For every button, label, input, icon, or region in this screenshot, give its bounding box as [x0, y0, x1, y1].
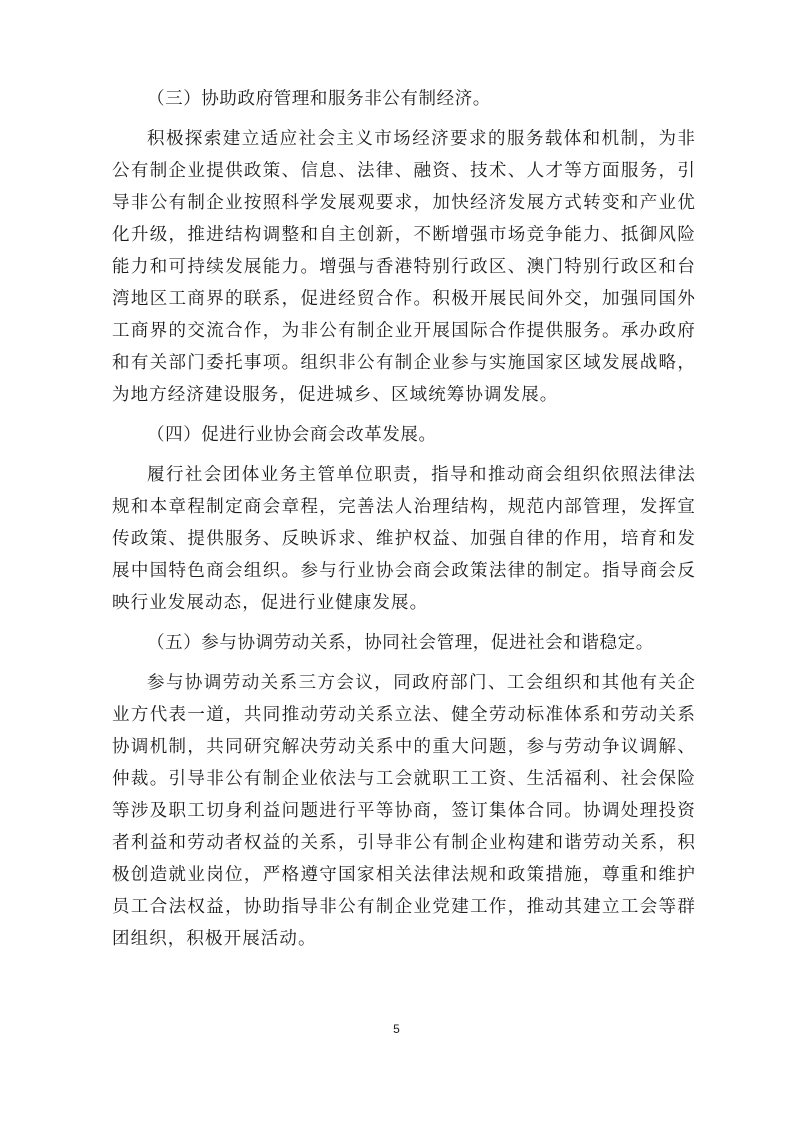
section-paragraph-4: 履行社会团体业务主管单位职责，指导和推动商会组织依照法律法规和本章程制定商会章程，完善法人治理结构，规范内部管理，发挥宣传政策、提供服务、反映诉求、维护权益、加强自律的作用，培育和发展中国特色商会组织。参与行业协会商会政策法律的制定。指导商会反映行业发展动态，促进行业健康发展。 — [112, 465, 696, 613]
section-heading-5: （五）参与协调劳动关系，协同社会管理，促进社会和谐稳定。 — [147, 633, 654, 653]
section-paragraph-3: 积极探索建立适应社会主义市场经济要求的服务载体和机制，为非公有制企业提供政策、信息、法律、融资、技术、人才等方面服务，引导非公有制企业按照科学发展观要求，加快经济发展方式转变和产业优化升级，推进结构调整和自主创新，不断增强市场竞争能力、抵御风险能力和可持续发展能力。增强与香港特别行政区、澳门特别行政区和台湾地区工商界的联系，促进经贸合作。积极开展民间外交，加强同国外工商界的交流合作，为非公有制企业开展国际合作提供服务。承办政府和有关部门委托事项。组织非公有制企业参与实施国家区域发展战略，为地方经济建设服务，促进城乡、区域统筹协调发展。 — [112, 129, 696, 405]
section-heading-4: （四）促进行业协会商会改革发展。 — [147, 425, 437, 445]
section-paragraph-5: 参与协调劳动关系三方会议，同政府部门、工会组织和其他有关企业方代表一道，共同推动劳动关系立法、健全劳动标准体系和劳动关系协调机制，共同研究解决劳动关系中的重大问题，参与劳动争议调解、仲裁。引导非公有制企业依法与工会就职工工资、生活福利、社会保险等涉及职工切身利益问题进行平等协商，签订集体合同。协调处理投资者利益和劳动者权益的关系，引导非公有制企业构建和谐劳动关系，积极创造就业岗位，严格遵守国家相关法律法规和政策措施，尊重和维护员工合法权益，协助指导非公有制企业党建工作，推动其建立工会等群团组织，积极开展活动。 — [112, 673, 696, 949]
section-heading-3: （三）协助政府管理和服务非公有制经济。 — [147, 89, 491, 109]
document-body — [112, 83, 696, 963]
page-number: 5 — [393, 1022, 400, 1036]
